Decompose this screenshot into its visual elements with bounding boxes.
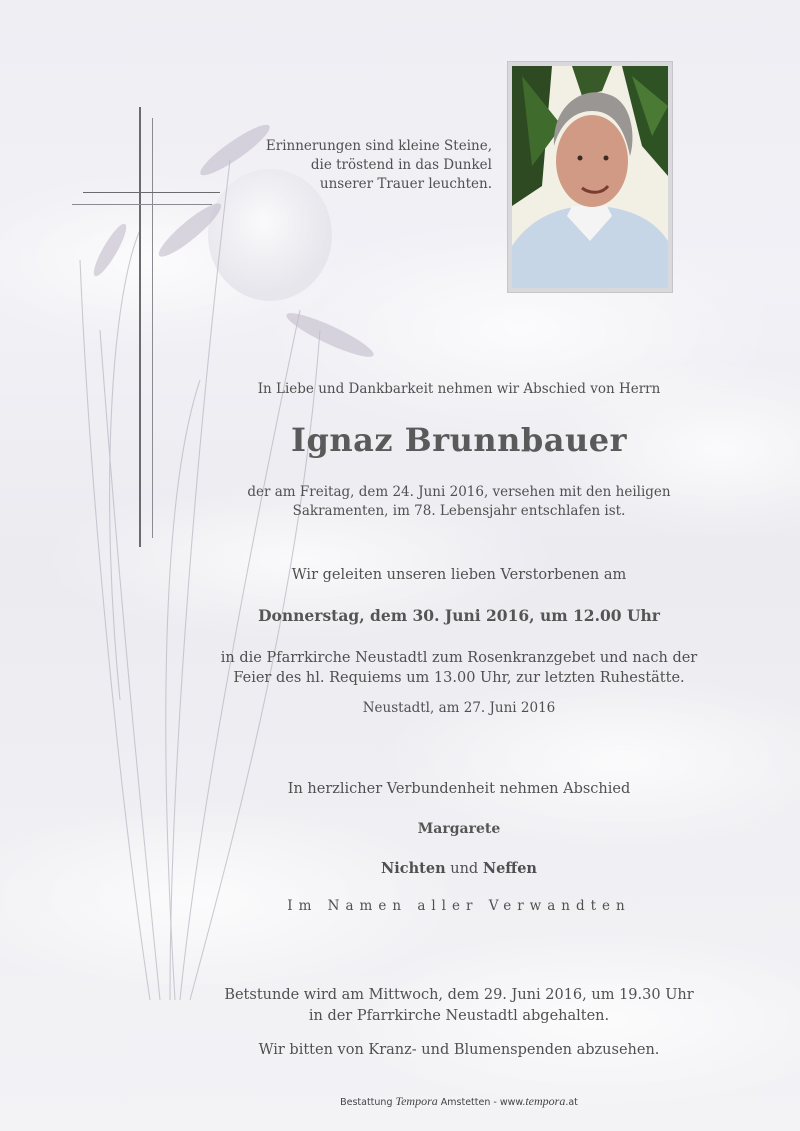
funeral-datetime: Donnerstag, dem 30. Juni 2016, um 12.00 Uhr [258,606,660,625]
mourner-name: Margarete [417,821,501,837]
prayer-hour-notice [200,985,718,1027]
mourners-intro: In herzlicher Verbundenheit nehmen Abschied [287,781,631,797]
cross-horizontal-line [83,192,220,193]
funeral-detail-line: Feier des hl. Requiems um 13.00 Uhr, zur letzten Ruhestätte. [233,670,685,686]
quote-line: die tröstend in das Dunkel [310,157,492,173]
flowers-note: Wir bitten von Kranz- und Blumenspenden abzusehen. [258,1042,660,1058]
funeral-details [200,648,718,688]
footer-prefix: Bestattung [340,1097,393,1108]
mourner-relatives [200,860,718,877]
footer-city: Amstetten - [440,1097,497,1108]
all-relatives: Im Namen aller Verwandten [287,898,631,914]
relatives-and: und [450,861,479,877]
footer-web-suffix: .at [565,1097,578,1108]
footer-website[interactable] [499,1094,578,1108]
relatives-nieces: Nichten [381,860,446,877]
cross-vertical-line-secondary [152,118,153,538]
death-notice-line: der am Freitag, dem 24. Juni 2016, versehen mit den heiligen [247,484,671,500]
cross-horizontal-line-secondary [72,204,212,205]
deceased-name: Ignaz Brunnbauer [291,421,627,459]
footer-web-prefix: www. [499,1097,526,1108]
death-notice [200,483,718,521]
funeral-home-logo: Tempora [395,1094,438,1108]
farewell-intro: In Liebe und Dankbarkeit nehmen wir Abschied von Herrn [257,381,661,397]
funeral-intro: Wir geleiten unseren lieben Verstorbenen am [291,567,627,583]
quote-line: unserer Trauer leuchten. [319,176,492,192]
quote-line: Erinnerungen sind kleine Steine, [265,138,492,154]
place-date: Neustadtl, am 27. Juni 2016 [362,700,556,716]
prayer-line: Betstunde wird am Mittwoch, dem 29. Juni 2016, um 19.30 Uhr [224,987,694,1003]
portrait-illustration [512,66,668,288]
funeral-detail-line: in die Pfarrkirche Neustadtl zum Rosenkranzgebet und nach der [220,650,698,666]
footer-web-brand: tempora [525,1094,566,1108]
cross-vertical-line [139,107,141,547]
death-notice-line: Sakramenten, im 78. Lebensjahr entschlafen ist. [292,503,626,519]
relatives-nephews: Neffen [482,860,537,877]
memorial-quote [250,137,492,194]
prayer-line: in der Pfarrkirche Neustadtl abgehalten. [308,1008,610,1024]
portrait-photo [507,61,673,293]
funeral-home-footer [200,1094,718,1109]
